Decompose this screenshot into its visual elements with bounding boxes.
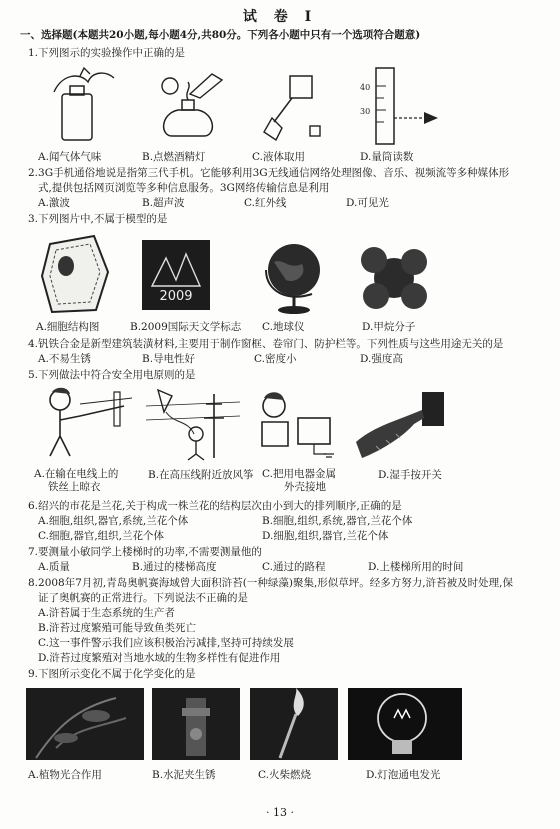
- q9-option-c[interactable]: C.火柴燃烧: [258, 769, 311, 781]
- cell-structure-illustration: [36, 232, 116, 316]
- q4-option-c[interactable]: C.密度小: [254, 353, 297, 365]
- q3-option-d[interactable]: D.甲烷分子: [362, 321, 416, 333]
- q5-option-c-line-1: C.把用电器金属: [262, 468, 336, 480]
- q2-option-d[interactable]: D.可见光: [346, 197, 389, 209]
- question-8-stem-line-2: 证了奥帆赛的正常进行。下列说法不正确的是: [38, 592, 248, 604]
- q4-option-d[interactable]: D.强度高: [360, 353, 403, 365]
- question-6-stem: 6.绍兴的市花是兰花,关于构成一株兰花的结构层次由小到大的排列顺序,正确的是: [28, 500, 402, 512]
- q5-option-d[interactable]: D.湿手按开关: [378, 469, 442, 481]
- question-7-stem: 7.要测量小敏同学上楼梯时的功率,不需要测量他的: [28, 546, 262, 558]
- q7-option-d[interactable]: D.上楼梯所用的时间: [368, 561, 464, 573]
- q9-option-a[interactable]: A.植物光合作用: [28, 769, 102, 781]
- astronomy-logo-year: 2009: [159, 289, 193, 304]
- q5-option-a[interactable]: [34, 468, 118, 494]
- question-4-stem: 4.钒铁合金是新型建筑装潢材料,主要用于制作窗框、卷帘门、防护栏等。下列性质与这些用途无关的是: [28, 338, 504, 350]
- q5-option-c[interactable]: [262, 468, 336, 494]
- question-5-stem: 5.下列做法中符合安全用电原则的是: [28, 369, 196, 381]
- q6-option-b[interactable]: B.细胞,组织,系统,器官,兰花个体: [262, 515, 413, 527]
- section-heading: 一、选择题(本题共20小题,每小题4分,共80分。下列各小题中只有一个选项符合题意): [20, 29, 421, 41]
- q6-option-d[interactable]: D.细胞,组织,器官,兰花个体: [262, 530, 389, 542]
- photosynthesis-photo: [26, 688, 144, 760]
- globe-illustration: [258, 236, 330, 316]
- q5-option-a-line-1: A.在输在电线上的: [34, 468, 119, 480]
- grounded-appliance-illustration: [254, 388, 342, 460]
- q8-option-a[interactable]: A.浒苔属于生态系统的生产者: [38, 607, 175, 619]
- methane-molecule-illustration: [356, 240, 432, 314]
- question-3-stem: 3.下列图片中,不属于模型的是: [28, 213, 168, 225]
- q7-option-b[interactable]: B.通过的楼梯高度: [132, 561, 217, 573]
- q6-option-c[interactable]: C.细胞,器官,组织,兰花个体: [38, 530, 165, 542]
- q3-option-a[interactable]: A.细胞结构图: [36, 321, 100, 333]
- q1-option-d[interactable]: D.量筒读数: [360, 151, 414, 163]
- q1-option-c[interactable]: C.液体取用: [252, 151, 305, 163]
- q4-option-a[interactable]: A.不易生锈: [38, 353, 91, 365]
- exam-title: 试 卷 Ⅰ: [242, 9, 318, 25]
- rusting-photo: [152, 688, 240, 760]
- astronomy-2009-logo: [142, 240, 210, 310]
- hanging-clothes-illustration: [40, 386, 136, 460]
- question-2-stem-line-2: 式,提供包括网页浏览等多种信息服务。3G网络传输信息是利用: [38, 182, 330, 194]
- q4-option-b[interactable]: B.导电性好: [142, 353, 196, 365]
- q2-option-a[interactable]: A.激波: [38, 197, 70, 209]
- kite-near-power-line-illustration: [144, 384, 242, 462]
- q5-option-c-line-2: 外壳接地: [284, 481, 326, 494]
- question-2-stem-line-1: 2.3G手机通俗地说是指第三代手机。它能够利用3G无线通信网络处理图像、音乐、视频流等多种媒体形: [28, 167, 510, 179]
- question-9-stem: 9.下图所示变化不属于化学变化的是: [28, 668, 196, 680]
- q6-option-a[interactable]: A.细胞,组织,器官,系统,兰花个体: [38, 515, 189, 527]
- q3-option-c[interactable]: C.地球仪: [262, 321, 305, 333]
- q2-option-b[interactable]: B.超声波: [142, 197, 185, 209]
- q2-option-c[interactable]: C.红外线: [244, 197, 287, 209]
- smell-gas-illustration: [50, 66, 120, 144]
- q1-option-b[interactable]: B.点燃酒精灯: [142, 151, 206, 163]
- q9-option-b[interactable]: B.水泥夹生锈: [152, 769, 216, 781]
- light-bulb-photo: [348, 688, 462, 760]
- q8-option-b[interactable]: B.浒苔过度繁殖可能导致鱼类死亡: [38, 622, 197, 634]
- scale-label-40: 40: [360, 83, 371, 92]
- q1-option-a[interactable]: A.闻气体气味: [38, 151, 102, 163]
- q8-option-d[interactable]: D.浒苔过度繁殖对当地水域的生物多样性有促进作用: [38, 652, 281, 664]
- q8-option-c[interactable]: C.这一事件警示我们应该积极治污减排,坚持可持续发展: [38, 637, 294, 649]
- question-1-stem: 1.下列图示的实验操作中正确的是: [28, 47, 186, 59]
- q5-option-b[interactable]: B.在高压线附近放风筝: [148, 469, 254, 481]
- alcohol-lamp-illustration: [150, 66, 236, 144]
- graduated-cylinder-illustration: [358, 64, 448, 146]
- q7-option-a[interactable]: A.质量: [38, 561, 70, 573]
- q3-option-b[interactable]: B.2009国际天文学标志: [130, 321, 242, 333]
- q7-option-c[interactable]: C.通过的路程: [262, 561, 326, 573]
- q5-option-a-line-2: 铁丝上晾衣: [48, 481, 101, 494]
- wet-hand-switch-illustration: [352, 388, 452, 462]
- q9-option-d[interactable]: D.灯泡通电发光: [366, 769, 441, 781]
- page-number: · 13 ·: [266, 806, 294, 819]
- liquid-pouring-illustration: [252, 66, 330, 144]
- match-burning-photo: [250, 688, 338, 760]
- question-8-stem-line-1: 8.2008年7月初,青岛奥帆赛海域曾大面积浒苔(一种绿藻)聚集,形似草坪。经多方努力,浒苔被及时处理,保: [28, 577, 513, 589]
- scale-label-30: 30: [360, 107, 371, 116]
